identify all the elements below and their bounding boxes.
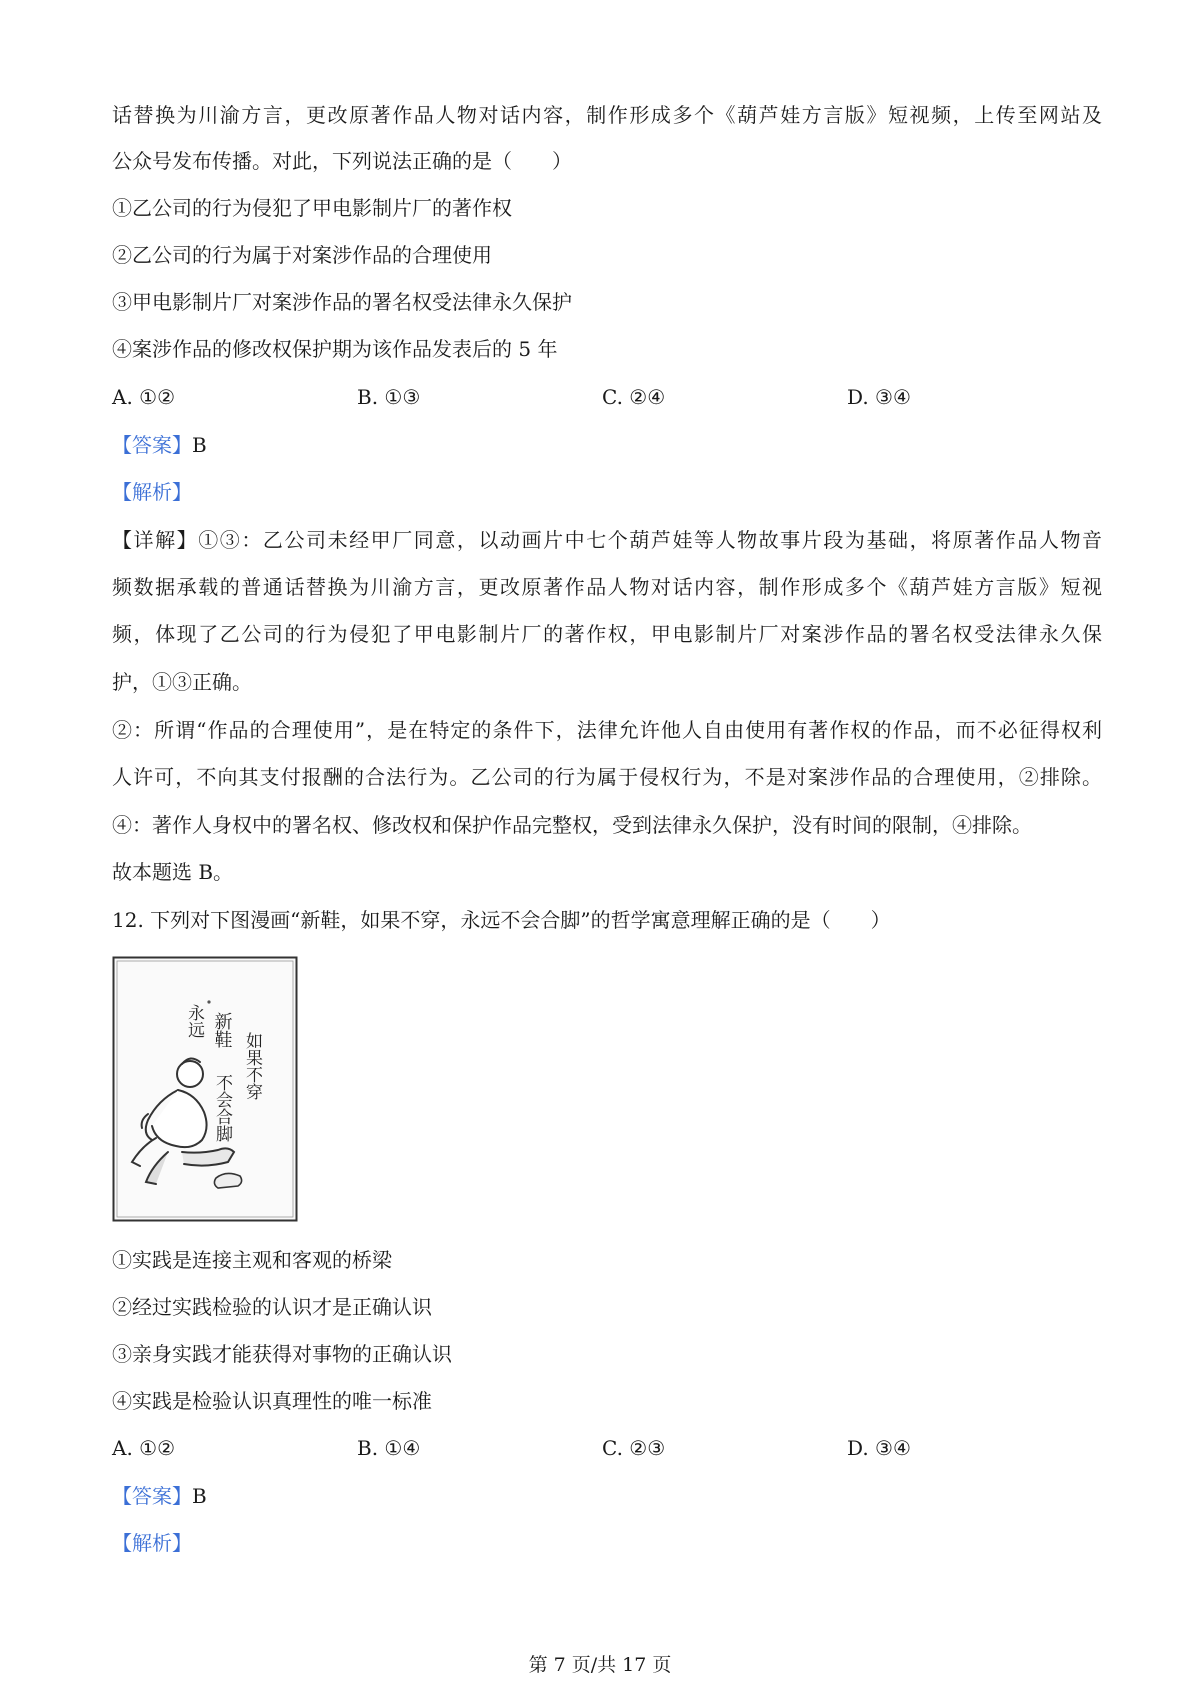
q11-option-b: B. ①③ — [357, 385, 421, 409]
q12-option-d: D. ③④ — [847, 1436, 911, 1460]
q11-detail-line-3: 频，体现了乙公司的行为侵犯了甲电影制片厂的著作权，甲电影制片厂对案涉作品的署名权受法律永久保 — [112, 622, 1102, 646]
q11-detail-line-1 — [112, 526, 1102, 554]
cartoon-drawing — [112, 956, 298, 1222]
q11-item-1: ①乙公司的行为侵犯了甲电影制片厂的著作权 — [112, 196, 512, 220]
caption-col-1: 新鞋 — [211, 1012, 233, 1048]
q11-answer-value: B — [192, 433, 207, 457]
q11-detail-text-1: ①③：乙公司未经甲厂同意，以动画片中七个葫芦娃等人物故事片段为基础，将原著作品人物音 — [198, 528, 1103, 552]
q12-option-a: A. ①② — [112, 1436, 176, 1460]
q11-stem-line-1: 话替换为川渝方言，更改原著作品人物对话内容，制作形成多个《葫芦娃方言版》短视频，上传至网站及 — [112, 103, 1102, 127]
q12-item-1: ①实践是连接主观和客观的桥梁 — [112, 1248, 392, 1272]
page-footer: 第 7 页/共 17 页 — [528, 1654, 672, 1676]
q12-answer-tag: 【答案】 — [112, 1484, 192, 1508]
q11-item-2: ②乙公司的行为属于对案涉作品的合理使用 — [112, 243, 492, 267]
q11-detail-line-5: ②：所谓“作品的合理使用”，是在特定的条件下，法律允许他人自由使用有著作权的作品，而不必征得权利 — [112, 718, 1102, 742]
q12-item-4: ④实践是检验认识真理性的唯一标准 — [112, 1389, 432, 1413]
q12-analysis-tag: 【解析】 — [112, 1531, 192, 1555]
q11-detail-tag: 【详解】 — [112, 528, 199, 552]
q11-detail-line-6: 人许可，不向其支付报酬的合法行为。乙公司的行为属于侵权行为，不是对案涉作品的合理使用，②排除。 — [112, 765, 1102, 789]
q11-item-4: ④案涉作品的修改权保护期为该作品发表后的 5 年 — [112, 337, 558, 361]
q12-item-3: ③亲身实践才能获得对事物的正确认识 — [112, 1342, 452, 1366]
q11-answer — [112, 431, 1102, 459]
q11-item-3: ③甲电影制片厂对案涉作品的署名权受法律永久保护 — [112, 290, 572, 314]
q12-item-2: ②经过实践检验的认识才是正确认识 — [112, 1295, 432, 1319]
caption-col-4: 不会合脚 — [212, 1074, 232, 1142]
caption-col-3: 永远 — [184, 1004, 204, 1038]
q11-detail-line-4: 护，①③正确。 — [112, 670, 252, 694]
q11-stem-line-2: 公众号发布传播。对此，下列说法正确的是（ ） — [112, 149, 572, 173]
q11-option-a: A. ①② — [112, 385, 176, 409]
q11-option-d: D. ③④ — [847, 385, 911, 409]
q12-answer-value: B — [192, 1484, 207, 1508]
cartoon-image — [112, 956, 298, 1222]
q11-detail-line-2: 频数据承载的普通话替换为川渝方言，更改原著作品人物对话内容，制作形成多个《葫芦娃方言版》短视 — [112, 575, 1102, 599]
q12-stem: 12. 下列对下图漫画“新鞋，如果不穿，永远不会合脚”的哲学寓意理解正确的是（ ） — [112, 908, 891, 932]
q11-option-c: C. ②④ — [602, 385, 666, 409]
q11-detail-line-8: 故本题选 B。 — [112, 860, 234, 884]
q11-analysis-tag: 【解析】 — [112, 480, 192, 504]
q12-option-b: B. ①④ — [357, 1436, 421, 1460]
q12-answer — [112, 1482, 1102, 1510]
q11-detail-line-7: ④：著作人身权中的署名权、修改权和保护作品完整权，受到法律永久保护，没有时间的限制，④排除。 — [112, 813, 1032, 837]
q11-answer-tag: 【答案】 — [112, 433, 192, 457]
q12-option-c: C. ②③ — [602, 1436, 666, 1460]
shoe-icon — [214, 1173, 241, 1188]
caption-col-2: 如果不穿 — [242, 1032, 262, 1100]
